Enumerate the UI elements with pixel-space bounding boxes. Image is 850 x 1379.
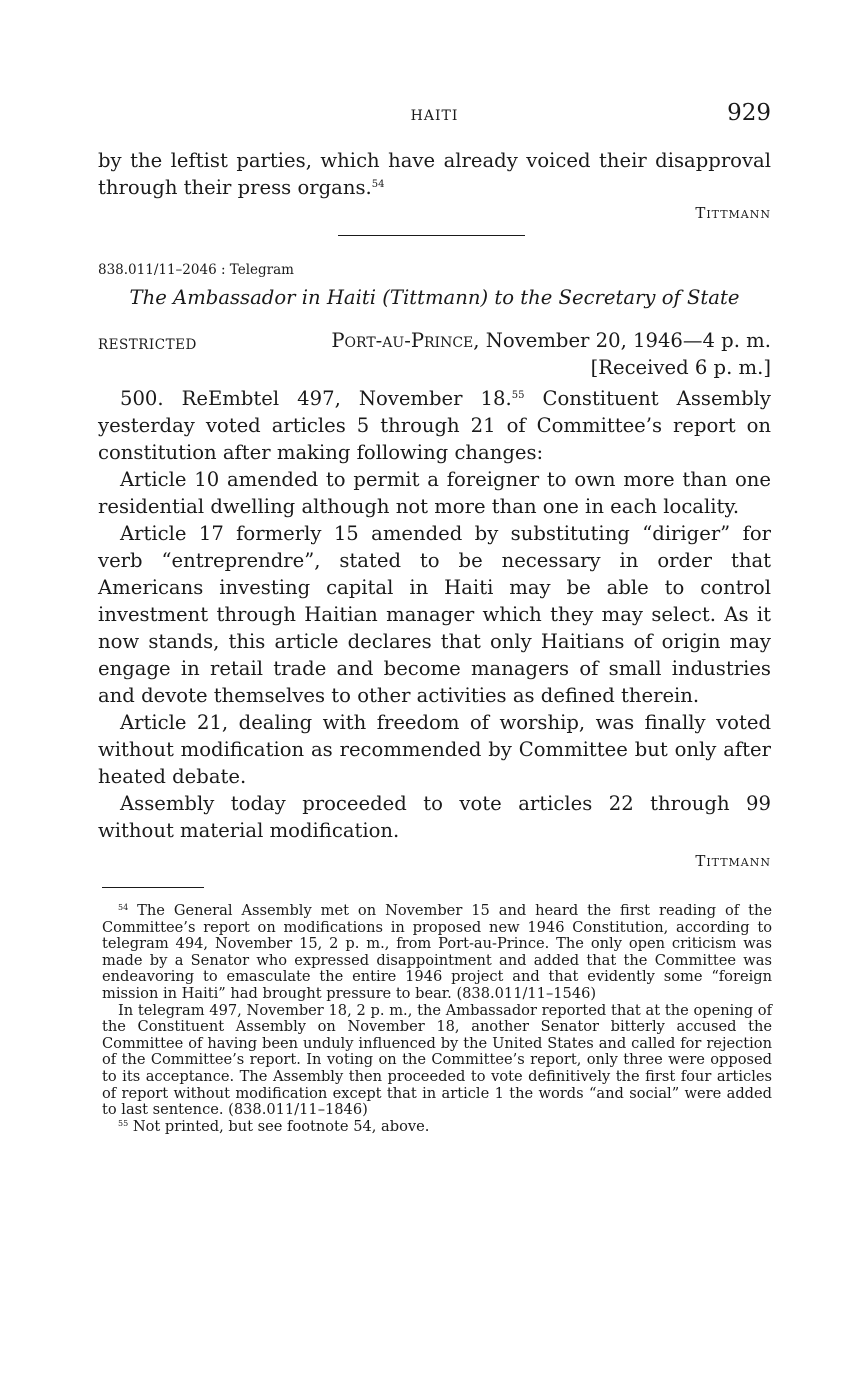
running-title: HAITI (410, 108, 459, 124)
paragraph-3: Article 17 formerly 15 amended by substituting “diriger” for verb “entreprendre”, stated to be necessary in order that Americans investing capital in Haiti may be able to control investment through Haitian manager which they may select. As it now stands, this article declares that only Haitians of origin may engage in retail trade and become managers of small industries and devote themselves to other activities as defined therein. (98, 522, 771, 707)
footnote-ref-55: 55 (511, 390, 525, 401)
paragraph-1: 500. ReEmbtel 497, November 18.55 Constituent Assembly yesterday voted articles 5 through 21 of Committee’s report on constitution after making following changes: (98, 387, 771, 464)
document-heading: The Ambassador in Haiti (Tittmann) to the Secretary of State (129, 286, 740, 309)
file-reference: 838.011/11–2046 : Telegram (98, 262, 294, 278)
dateline-place: Port-au-Prince (331, 329, 474, 352)
footnote-54-continued: In telegram 497, November 18, 2 p. m., the Ambassador reported that at the opening of the Constituent Assembly on November 18, another Senator bitterly accused the Committee of having been unduly influenced by the United States and called for rejection of the Committee’s report. In voting on the Committee’s report, only three were opposed to its acceptance. The Assembly then proceeded to vote definitively the first four articles of report without modification except that in article 1 the words “and social” were added to last sentence. (838.011/11–1846) (102, 1001, 772, 1119)
paragraph-4: Article 21, dealing with freedom of worship, was finally voted without modification as recommended by Committee but only after heated debate. (98, 711, 771, 788)
footnote-divider (102, 887, 204, 888)
page-number: 929 (727, 100, 771, 126)
paragraph-5: Assembly today proceeded to vote articles 22 through 99 without material modification. (98, 792, 771, 842)
section-divider (338, 235, 525, 236)
dateline (331, 329, 771, 352)
signature: Tittmann (695, 852, 771, 870)
dateline-date: , November 20, 1946—4 p. m. (473, 329, 771, 352)
previous-text: by the leftist parties, which have already voiced their disapproval through their press organs. (98, 149, 771, 199)
footnote-ref-54: 54 (371, 179, 385, 190)
footnote-55: $^{55}$ Not printed, but see footnote 54, above. (118, 1117, 430, 1135)
previous-document-ending (98, 147, 771, 201)
telegram-body (98, 385, 771, 844)
received-note: [Received 6 p. m.] (590, 356, 771, 379)
footnotes (102, 903, 772, 1135)
classification: RESTRICTED (98, 337, 197, 353)
previous-signature: Tittmann (695, 204, 771, 222)
running-header (98, 100, 771, 134)
paragraph-2: Article 10 amended to permit a foreigner to own more than one residential dwelling although not more than one in each locality. (98, 468, 771, 518)
footnote-54: $^{54}$ The General Assembly met on November 15 and heard the first reading of the Committee’s report on modifications in proposed new 1946 Constitution, according to telegram 494, November 15, 2 p. m., from Port-au-Prince. The only open criticism was made by a Senator who expressed disappointment and added that the Committee was endeavoring to emasculate the entire 1946 project and that evidently some “foreign mission in Haiti” had brought pressure to bear. (838.011/11–1546) (102, 902, 773, 1002)
